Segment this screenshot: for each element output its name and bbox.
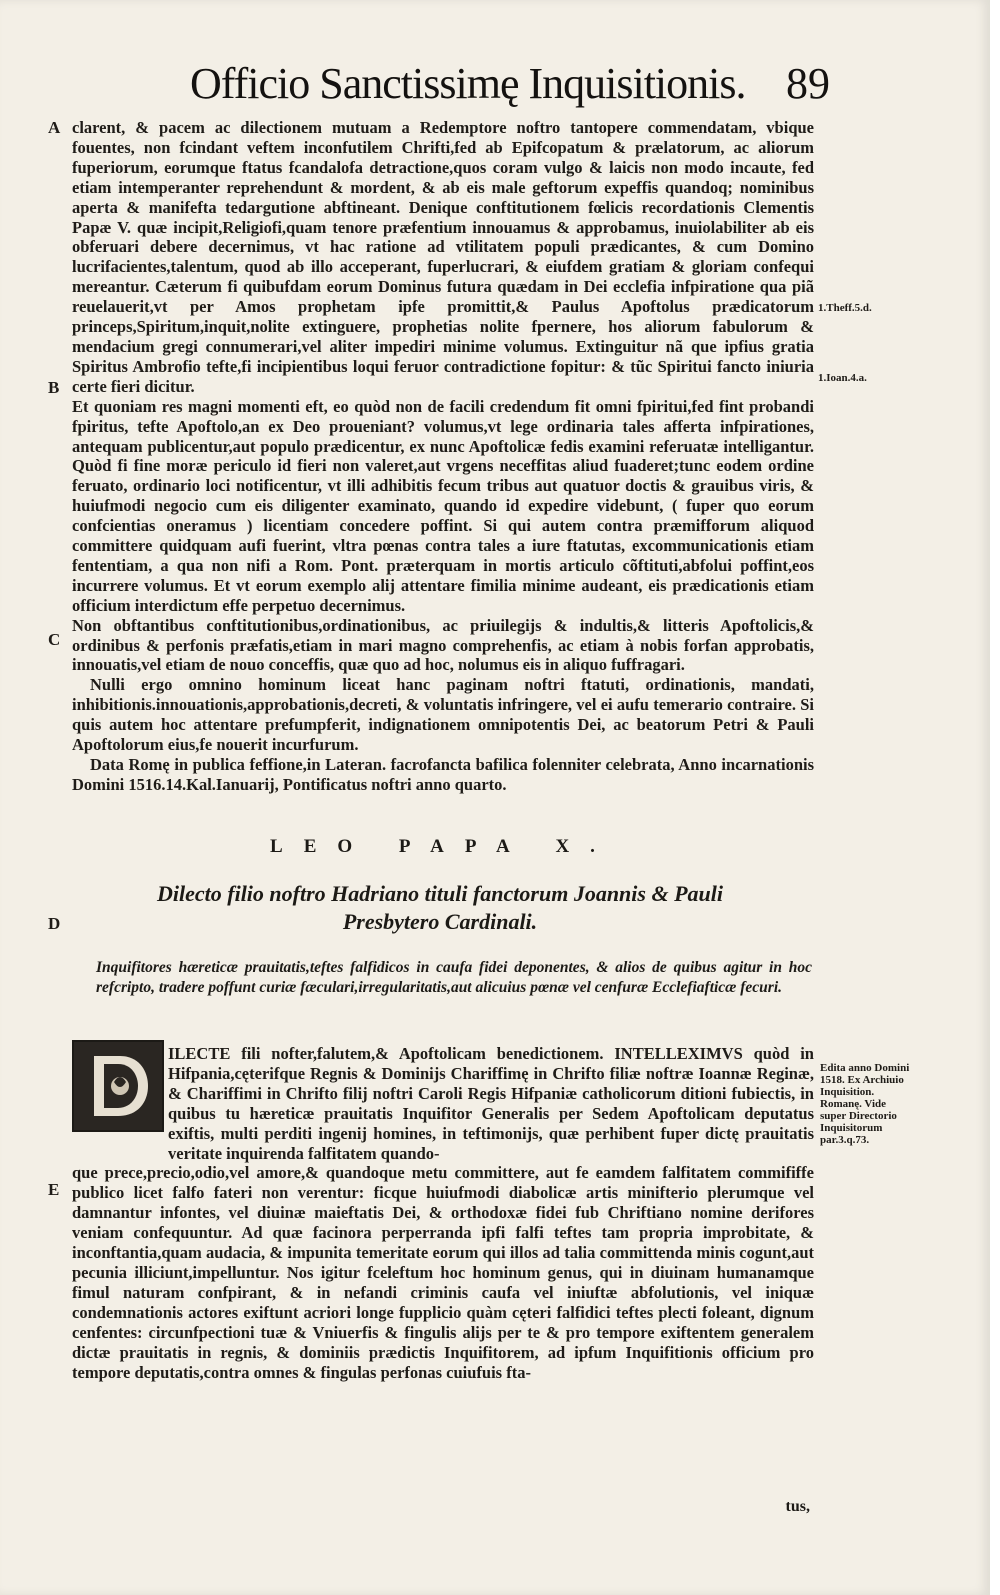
- paragraph-section-b: Et quoniam res magni momenti eft, eo quòd non de facili credendum fit omni fpiritui,fed fint probandi fpiritus, tefte Apoftolo,an ex Deo proueniant? volumus,vt lege ordinaria tales afferta infpirationes, antequam publicentur,aut populo prædicentur, ex nunc Apoftolicæ fedis examini referuatæ intelligantur. Quòd fi fine moræ periculo id fieri non valeret,aut vrgens neceffitas aliud fuaderet;tunc eodem ordine feruato, ordinario loci notificentur, vt illi adhibitis fecum tribus aut quatuor doctis & grauibus viris, & huiufmodi negocio cum eis diligenter examinato, quando id expedire videbunt, ( fuper quo eorum confcientias oneramus ) licentiam concedere poffint. Si qui autem contra præmifforum aliquod committere quidquam aufi fuerint, vltra pœnas contra tales a iure ftatutas, excommunicationis etiam fententiam, a qua non nifi a Rom. Pont. præterquam in mortis articulo cõftituti,abfolui poffint,eos incurrere volumus. Et vt eorum exemplo alij attentare fimilia minime audeant, eis prædicationis etiam officium interdictum effe perpetuo decernimus.: [72, 396, 814, 615]
- side-note-thessalonians: 1.Theff.5.d.: [818, 302, 872, 314]
- margin-letter-a: A: [48, 118, 61, 137]
- margin-letter-c: C: [48, 630, 61, 649]
- letter-opening: ILECTE fili nofter,falutem,& Apoftolicam benedictionem. INTELLEXIMVS quòd in Hifpania,cęterifque Regnis & Dominijs Chariffimę in Chrifto filiæ noftræ Ioannæ Reginæ, & Chariffimi in Chrifto filij noftri Caroli Regis Hifpaniæ catholicorum ditioni fubiectis, in quibus tu hæreticæ prauitatis Inquifitor Generalis per Sedem Apoftolicam deputatus exiftis, multi perditi ingenij homines, in teftimonijs, quæ perhibent fuper dictę prauitatis veritate inquirenda falfitatem quando-: [168, 1044, 814, 1163]
- paragraph-section-a: clarent, & pacem ac dilectionem mutuam a Redemptore noftro tantopere commendatam, vbique fouentes, non fcindant veftem inconfutilem Chrifti,fed ab Epifcopatum & prælatorum, ac aliorum fuperiorum, eorumque ftatus fcandalofa detractione,quos coram vulgo & laicis non modo incaute, fed etiam intemperanter reprehendunt & mordent, & ab eis male geftorum expeffis quandoq; nominibus aperta & manifefta tedargutione abftineant. Denique conftitutionem fœlicis recordationis Clementis Papæ V. quæ incipit,Religiofi,quam tenore præfentium innouamus & approbamus, inuiolabiliter ab eis obferuari debere decernimus, vt hac ratione ad vtilitatem populi prædicantes, & cum Domino lucrifacientes,talentum, quod ab illo acceperant, fuperlucrari, & eiufdem gratiam & gloriam confequi mereantur. Cæterum fi quibufdam eorum Dominus futura quædam in Dei ecclefia infpiratione qua piã reuelauerit,vt per Amos prophetam ipfe promittit,& Paulus Apoftolus prædicatorum princeps,Spiritum,inquit,nolite extinguere, prophetias nolite fpernere, hos aliorum fabulorum & mendacium gregi connumerari,vel aliter impediri minime volumus. Extinguitur nã que ipfius gratia Spiritus Ambrofio tefte,fi incipientibus loqui feruor contradictione fopitur: & tũc Spiritui fancto iniuria certe fieri dicitur.: [72, 118, 814, 396]
- catchword: tus,: [785, 1498, 810, 1515]
- signatory-heading: LEO PAPA X.: [270, 836, 616, 857]
- letter-address: Dilecto filio noftro Hadriano tituli fanctorum Joannis & Pauli Presbytero Cardinali.: [157, 881, 723, 934]
- margin-letter-d: D: [48, 914, 61, 933]
- side-note-ioannes: 1.Ioan.4.a.: [818, 372, 867, 384]
- letter-body: que prece,precio,odio,vel amore,& quandoque metu committere, aut fe eamdem falfitatem commififfe publico licet falfo fateri non verentur: ficque huiufmodi diabolicæ artis minifterio plerumque vel damnantur infontes, vel diuinæ maieftatis Dei, & orthodoxæ fidei fub Chriftiano nomine derifores veniam confequuntur. Ad quæ facinora perperranda ipfi falfi teftes tam propria improbitate, & inconftantia,quam audacia, & impunita temeritate eorum qui illos ad talia committenda minis cogunt,aut pecunia illiciunt,impelluntur. Nos igitur fceleftum hoc hominum genus, qui in diuinam humanamque fimul naturam confpirant, & in nefandi criminis caufa vel iniuftæ abfolutionis, vel iniquæ condemnationis actores exiftunt acriori longe fupplicio quàm cęteri falfidici teftes plecti foleant, dignum cenfentes: circunfpectioni tuæ & Vniuerfis & fingulis alijs per te & pro tempore exiftentem generalem dictæ prauitatis in regnis, & dominiis prædictis Inquifitorem, ad ipfum Inquifitionis officium pro tempore deputatis,contra omnes & fingulas perfonas cuiufuis fta-: [72, 1163, 814, 1382]
- margin-letter-e: E: [48, 1180, 60, 1199]
- paragraph-nulli: Nulli ergo omnino hominum liceat hanc paginam noftri ftatuti, ordinationis, mandati, inhibitionis.innouationis,approbationis,decreti, & voluntatis infringere, vel ei aufu temerario contraire. Si quis autem hoc attentare prefumpferit, indignationem omnipotentis Dei, ac beatorum Petri & Pauli Apoftolorum eius,fe nouerit incurfurum.: [72, 675, 814, 755]
- main-text-column: [72, 118, 814, 795]
- paragraph-section-c: Non obftantibus conftitutionibus,ordinationibus, ac priuilegijs & indultis,& litteris Apoftolicis,& ordinibus & perfonis præfatis,etiam in mari magno comprehenfis, ac etiam à nobis forfan approbatis, innouatis,vel etiam de nouo conceffis, quæ quo ad hoc, nolumus eis in aliquo fuffragari.: [72, 615, 814, 675]
- page-number: 89: [786, 59, 830, 108]
- letter-summary: Inquifitores hæreticæ prauitatis,teftes falfidicos in caufa fidei deponentes, & alios de quibus agitur in hoc refcripto, tradere poffunt curiæ fæculari,irregularitatis,aut alicuius pœnæ vel cenfuræ Ecclefiafticæ fecuri.: [96, 959, 812, 996]
- paragraph-data: Data Romę in publica feffione,in Lateran. facrofancta bafilica folenniter celebrata, Anno incarnationis Domini 1516.14.Kal.Ianuarij, Pontificatus noftri anno quarto.: [72, 755, 814, 794]
- running-title: Officio Sanctissimę Inquisitionis.: [190, 59, 746, 108]
- margin-letter-b: B: [48, 378, 60, 397]
- page-header: [190, 58, 830, 110]
- page-edge: [990, 0, 1000, 1595]
- letter-text-column: [72, 1044, 814, 1382]
- side-note-edita: Edita anno Domini 1518. Ex Archiuio Inquisition. Romanę. Vide super Directorio Inquisitorum par.3.q.73.: [820, 1062, 910, 1146]
